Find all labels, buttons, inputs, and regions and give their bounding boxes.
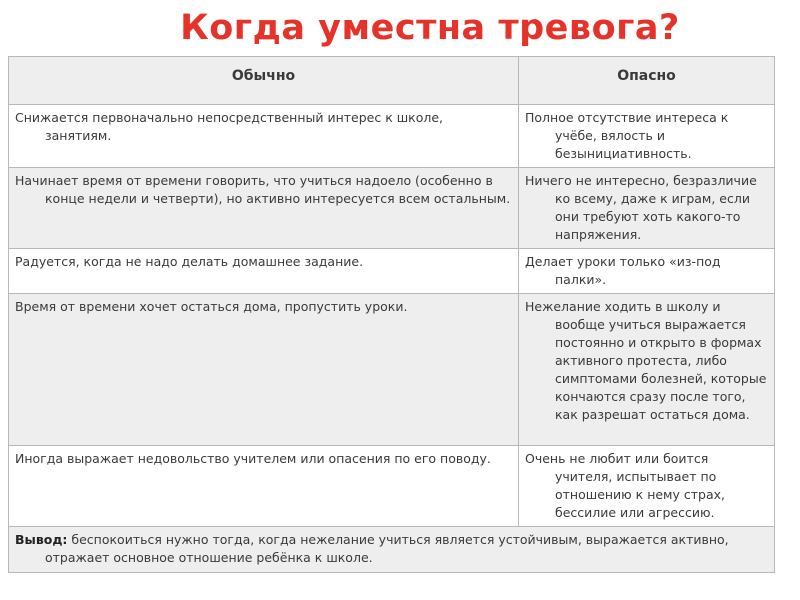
cell-text: Иногда выражает недовольство учителем или опасения по его поводу. [15,451,491,466]
comparison-table [8,56,775,573]
cell-normal [9,168,519,249]
conclusion-text [15,531,768,567]
conclusion-cell [9,527,775,573]
table-row [9,294,775,446]
cell-text: Время от времени хочет остаться дома, пропустить уроки. [15,299,408,314]
cell-normal [9,105,519,168]
cell-dangerous [519,446,775,527]
cell-dangerous [519,249,775,294]
cell-text: Нежелание ходить в школу и вообще учиться выражается постоянно и открыто в формах активного протеста, либо симптомами болезней, которые кончаются сразу после того, как разрешат остаться дома. [525,299,767,422]
table-row [9,249,775,294]
table-row [9,168,775,249]
conclusion-label: Вывод: [15,532,68,547]
cell-text: Начинает время от времени говорить, что учиться надоело (особенно в конце недели и четверти), но активно интересуется всем остальным. [15,173,511,206]
table-row [9,105,775,168]
cell-normal [9,294,519,446]
cell-text: Очень не любит или боится учителя, испытывает по отношению к нему страх, бессилие или агрессию. [525,451,725,520]
cell-dangerous [519,168,775,249]
cell-text: Делает уроки только «из-под палки». [525,254,721,287]
page-title: Когда уместна тревога? [180,8,680,48]
cell-dangerous [519,105,775,168]
conclusion-row [9,527,775,573]
cell-text: Радуется, когда не надо делать домашнее задание. [15,254,364,269]
header-dangerous: Опасно [519,57,775,105]
cell-normal [9,446,519,527]
table-row [9,446,775,527]
cell-normal [9,249,519,294]
table-header-row [9,57,775,105]
cell-text: Ничего не интересно, безразличие ко всему, даже к играм, если они требуют хоть какого-то напряжения. [525,173,757,242]
header-normal: Обычно [9,57,519,105]
cell-dangerous [519,294,775,446]
cell-text: Полное отсутствие интереса к учёбе, вялость и безынициативность. [525,110,729,161]
conclusion-body: беспокоиться нужно тогда, когда нежелание учиться является устойчивым, выражается активно, отражает основное отношение ребёнка к школе. [45,532,729,565]
cell-text: Снижается первоначально непосредственный интерес к школе, занятиям. [15,110,444,143]
